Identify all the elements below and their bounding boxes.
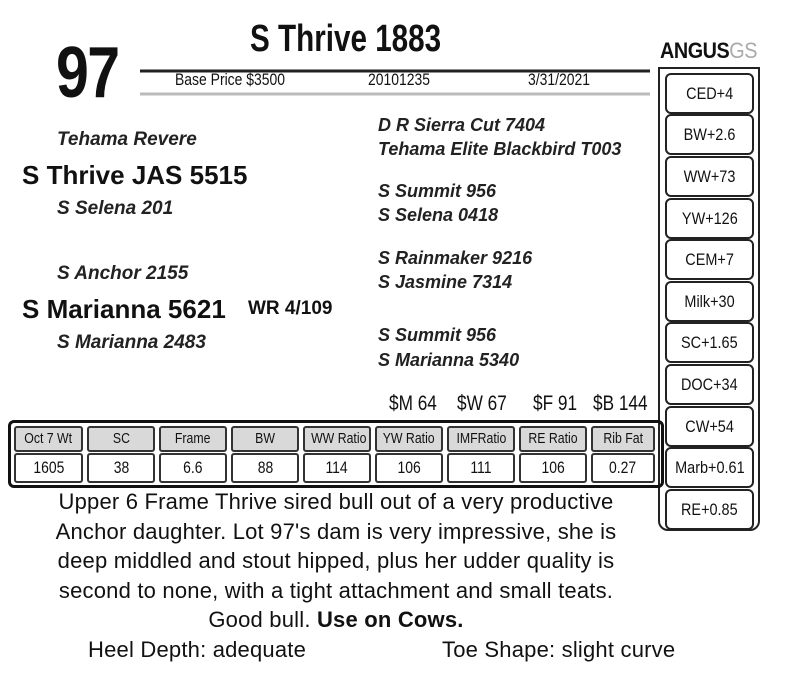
pedigree-dss: S Rainmaker 9216 (378, 248, 533, 268)
epd-ced: CED+4 (665, 73, 754, 114)
description-line-2: Anchor daughter. Lot 97's dam is very impressive, she is (55, 518, 617, 544)
header-yw-ratio: YW Ratio (375, 426, 443, 452)
logo-main: ANGUS (660, 38, 730, 63)
pedigree-sire-sire: Tehama Revere (57, 129, 197, 150)
description-line-1: Upper 6 Frame Thrive sired bull out of a very productive (58, 489, 614, 514)
description-line-5 (12, 605, 660, 635)
header-oct-wt: Oct 7 Wt (14, 426, 83, 452)
pedigree-ssd: Tehama Elite Blackbird T003 (378, 139, 622, 159)
pedigree-dam-sire: S Anchor 2155 (57, 263, 189, 284)
registration-number: 20101235 (368, 70, 431, 89)
header-sc: SC (87, 426, 155, 452)
birth-date: 3/31/2021 (528, 70, 591, 89)
header-re-ratio: RE Ratio (519, 426, 587, 452)
logo-suffix: GS (729, 38, 757, 63)
use-note: Use on Cows. (316, 607, 464, 632)
pedigree-dds: S Summit 956 (378, 325, 497, 345)
bull-name: S Thrive 1883 (250, 18, 442, 60)
value-frame: 6.6 (159, 453, 227, 483)
value-bw: 88 (231, 453, 299, 483)
epd-column (658, 67, 760, 531)
description-summary: Good bull. (208, 607, 311, 632)
pedigree-ddd: S Marianna 5340 (378, 350, 520, 370)
epd-sc: SC+1.65 (665, 322, 754, 363)
header-ww-ratio: WW Ratio (303, 426, 371, 452)
lot-number: 97 (56, 33, 119, 113)
pedigree-sss: D R Sierra Cut 7404 (378, 115, 546, 135)
value-re-ratio: 106 (519, 453, 587, 483)
pedigree-dam-dam: S Marianna 2483 (57, 332, 206, 353)
header-bw: BW (231, 426, 299, 452)
epd-marb: Marb+0.61 (665, 447, 754, 488)
pedigree-sds: S Summit 956 (378, 181, 497, 201)
pedigree-sdd: S Selena 0418 (378, 205, 499, 225)
index-b: $B 144 (593, 392, 648, 415)
index-w: $W 67 (457, 392, 507, 415)
epd-cw: CW+54 (665, 406, 754, 447)
epd-re: RE+0.85 (665, 489, 754, 530)
lot-description (12, 487, 660, 635)
index-f: $F 91 (533, 392, 578, 415)
value-yw-ratio: 106 (375, 453, 443, 483)
angus-gs-logo (660, 38, 757, 64)
dam-weaning-ratio: WR 4/109 (248, 298, 333, 319)
heel-depth: Heel Depth: adequate (88, 637, 307, 662)
value-sc: 38 (87, 453, 155, 483)
epd-cem: CEM+7 (665, 239, 754, 280)
index-m: $M 64 (389, 392, 437, 415)
header-frame: Frame (159, 426, 227, 452)
epd-milk: Milk+30 (665, 281, 754, 322)
value-rib-fat: 0.27 (591, 453, 655, 483)
header-rib-fat: Rib Fat (591, 426, 655, 452)
value-imf-ratio: 111 (447, 453, 515, 483)
pedigree-sire-dam: S Selena 201 (57, 198, 174, 219)
epd-doc: DOC+34 (665, 364, 754, 405)
performance-table (8, 420, 664, 488)
epd-yw: YW+126 (665, 198, 754, 239)
toe-shape: Toe Shape: slight curve (442, 637, 676, 662)
base-price: Base Price $3500 (175, 70, 286, 89)
pedigree-dsd: S Jasmine 7314 (378, 272, 513, 292)
pedigree-dam: S Marianna 5621 (22, 294, 226, 324)
epd-bw: BW+2.6 (665, 114, 754, 155)
pedigree-sire: S Thrive JAS 5515 (22, 160, 248, 190)
description-line-3: deep middled and stout hipped, plus her udder quality is (57, 548, 615, 573)
epd-ww: WW+73 (665, 156, 754, 197)
value-ww-ratio: 114 (303, 453, 371, 483)
description-line-4: second to none, with a tight attachment and small teats. (58, 577, 614, 603)
value-oct-wt: 1605 (14, 453, 83, 483)
header-imf-ratio: IMFRatio (447, 426, 515, 452)
